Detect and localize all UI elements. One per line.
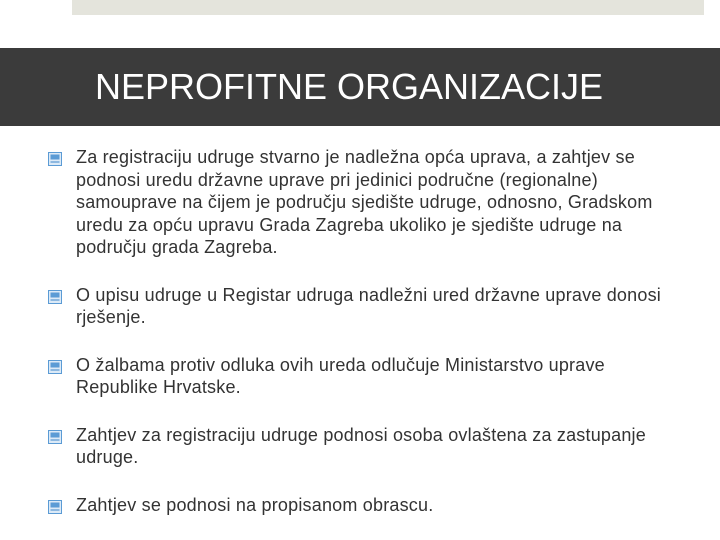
slide-bullet-icon (48, 152, 62, 166)
slide-bullet-icon (48, 360, 62, 374)
title-bar (0, 48, 720, 126)
bullet-text: Za registraciju udruge stvarno je nadležna opća uprava, a zahtjev se podnosi uredu državne uprave pri jedinici područne (regionalne) samouprave na čijem je području sjedište udruge, odnosno, Gradskom uredu za opću upravu Grada Zagreba ukoliko je sjedište udruge na području grada Zagreba. (76, 147, 653, 257)
bullet-text: Zahtjev za registraciju udruge podnosi osoba ovlaštena za zastupanje udruge. (76, 424, 646, 467)
bullet-item (48, 354, 688, 399)
bullet-item (48, 284, 688, 329)
slide-bullet-icon (48, 290, 62, 304)
bullet-item (48, 424, 688, 469)
bullet-list (48, 146, 688, 516)
bullet-item (48, 146, 688, 259)
bullet-text: O žalbama protiv odluka ovih ureda odlučuje Ministarstvo uprave Republike Hrvatske. (76, 354, 605, 397)
slide-bullet-icon (48, 500, 62, 514)
slide-title: NEPROFITNE ORGANIZACIJE (95, 66, 604, 107)
bullet-text: O upisu udruge u Registar udruga nadležni ured državne uprave donosi rješenje. (76, 284, 661, 327)
slide-bullet-icon (48, 430, 62, 444)
bullet-item (48, 494, 688, 517)
top-decorative-strip (72, 0, 704, 15)
bullet-text: Zahtjev se podnosi na propisanom obrascu. (76, 494, 434, 515)
